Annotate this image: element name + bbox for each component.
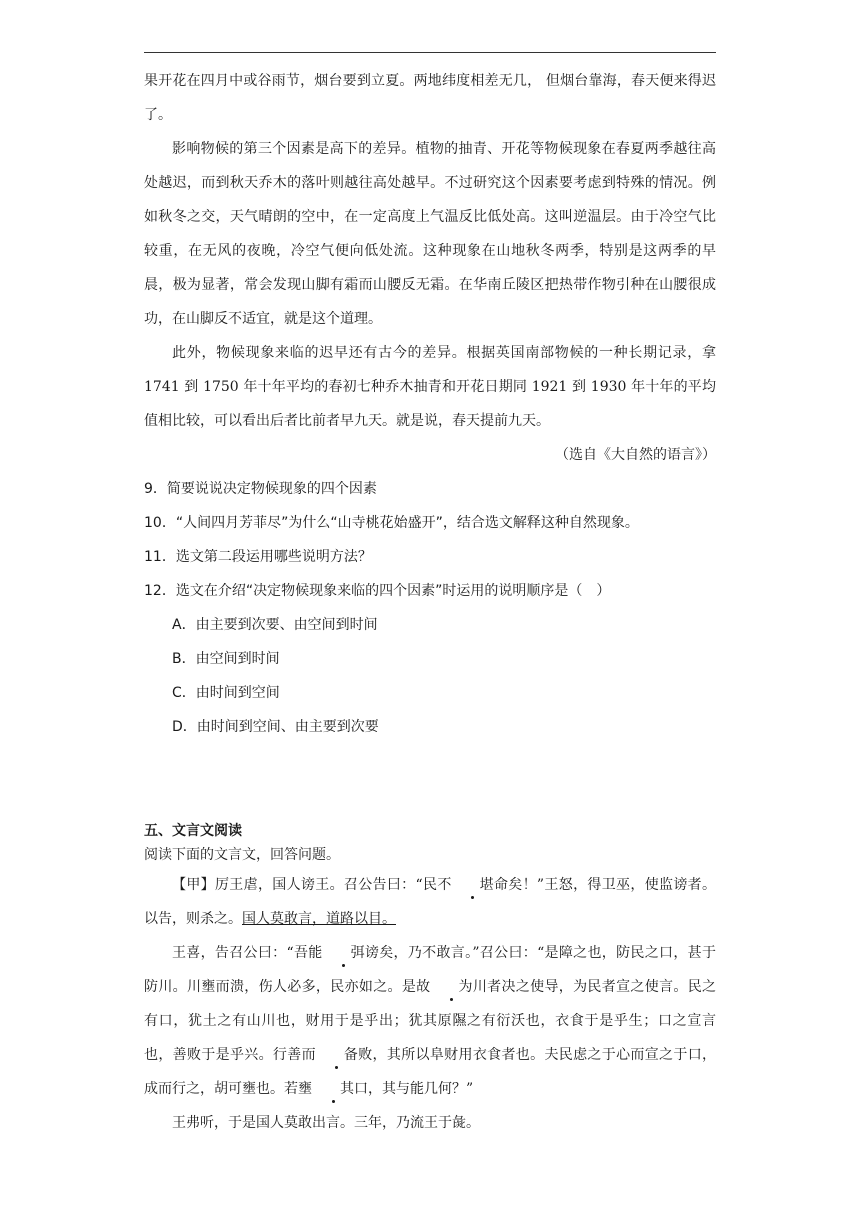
classical-text: 谤矣，乃不敢言。”召公曰：“是障之也，防民之口，甚于防川。川壅而溃，伤人必多，民亦如之。是故 <box>144 945 716 995</box>
classical-text: 败，其所以阜财用衣食者也。夫民虑之于心而宣之于口，成而行之，胡可壅也。若壅 <box>144 1047 717 1097</box>
question-12: 12．选文在介绍“决定物候现象来临的四个因素”时运用的说明顺序是（ ） <box>144 583 611 599</box>
classical-text: 【甲】厉王虐，国人谤王。召公告曰：“民不 <box>172 877 452 893</box>
question-12-option-d: D．由时间到空间、由主要到次要 <box>172 719 379 735</box>
question-10: 10．“人间四月芳菲尽”为什么“山寺桃花始盛开”，结合选文解释这种自然现象。 <box>144 515 639 531</box>
passage-source: （选自《大自然的语言》） <box>555 447 716 463</box>
classical-text: 王喜，告召公曰：“吾能 <box>172 945 323 961</box>
header-rule <box>144 52 716 53</box>
question-12-option-b: B．由空间到时间 <box>172 651 280 667</box>
underlined-sentence: 国人莫敢言，道路以目。 <box>242 911 396 927</box>
emphasis-dot-char: 弭 <box>323 936 365 970</box>
passage <box>144 64 716 744</box>
question-12-option-c: C．由时间到空间 <box>172 685 280 701</box>
emphasis-dot-char: 为 <box>431 970 473 1004</box>
section-5 <box>144 820 716 1140</box>
passage-paragraph-2: 影响物候的第三个因素是高下的差异。植物的抽青、开花等物候现象在春夏两季越往高处越迟，而到秋天乔木的落叶则越往高处越早。不过研究这个因素要考虑到特殊的情况。例如秋冬之交，天气晴朗的空中，在一定高度上气温反比低处高。这叫逆温层。由于冷空气比较重，在无风的夜晚，冷空气便向低处流。这种现象在山地秋冬两季，特别是这两季的早晨，极为显著，常会发现山脚有霜而山腰反无霜。在华南丘陵区把热带作物引种在山腰很成功，在山脚反不适宜，就是这个道理。 <box>144 141 716 327</box>
question-11: 11．选文第二段运用哪些说明方法？ <box>144 549 372 565</box>
section-5-instruction: 阅读下面的文言文，回答问题。 <box>144 847 340 863</box>
question-9: 9．简要说说决定物候现象的四个因素 <box>144 481 377 497</box>
section-5-title: 五、文言文阅读 <box>144 823 242 839</box>
classical-text: 命矣！”王怒，得卫巫，使监谤者。以告，则杀之。 <box>144 877 716 927</box>
classical-text: 川者决之使导，为民者宣之使言。民之有口，犹土之有山川也，财用于是乎出；犹其原隰之有衍沃也，衣食于是乎生；口之宣言也，善败于是乎兴。行善而 <box>144 979 717 1063</box>
question-12-option-a: A．由主要到次要、由空间到时间 <box>172 617 378 633</box>
classical-paragraph-2 <box>144 936 716 1106</box>
classical-text: 口，其与能几何？” <box>354 1081 474 1097</box>
passage-paragraph-3: 此外，物候现象来临的迟早还有古今的差异。根据英国南部物候的一种长期记录，拿 1741 到 1750 年十年平均的春初七种乔木抽青和开花日期同 1921 到 1930 年十年的平均值相比较，可以看出后者比前者早九天。就是说，春天提前九天。 <box>144 345 716 429</box>
emphasis-dot-char: 备 <box>316 1038 358 1072</box>
classical-paragraph-3: 王弗听，于是国人莫敢出言。三年，乃流王于彘。 <box>172 1115 480 1131</box>
classical-paragraph-1 <box>144 868 716 936</box>
emphasis-dot-char: 堪 <box>452 868 494 902</box>
emphasis-dot-char: 其 <box>312 1072 354 1106</box>
passage-paragraph-1: 果开花在四月中或谷雨节，烟台要到立夏。两地纬度相差无几， 但烟台靠海，春天便来得迟了。 <box>144 73 716 123</box>
